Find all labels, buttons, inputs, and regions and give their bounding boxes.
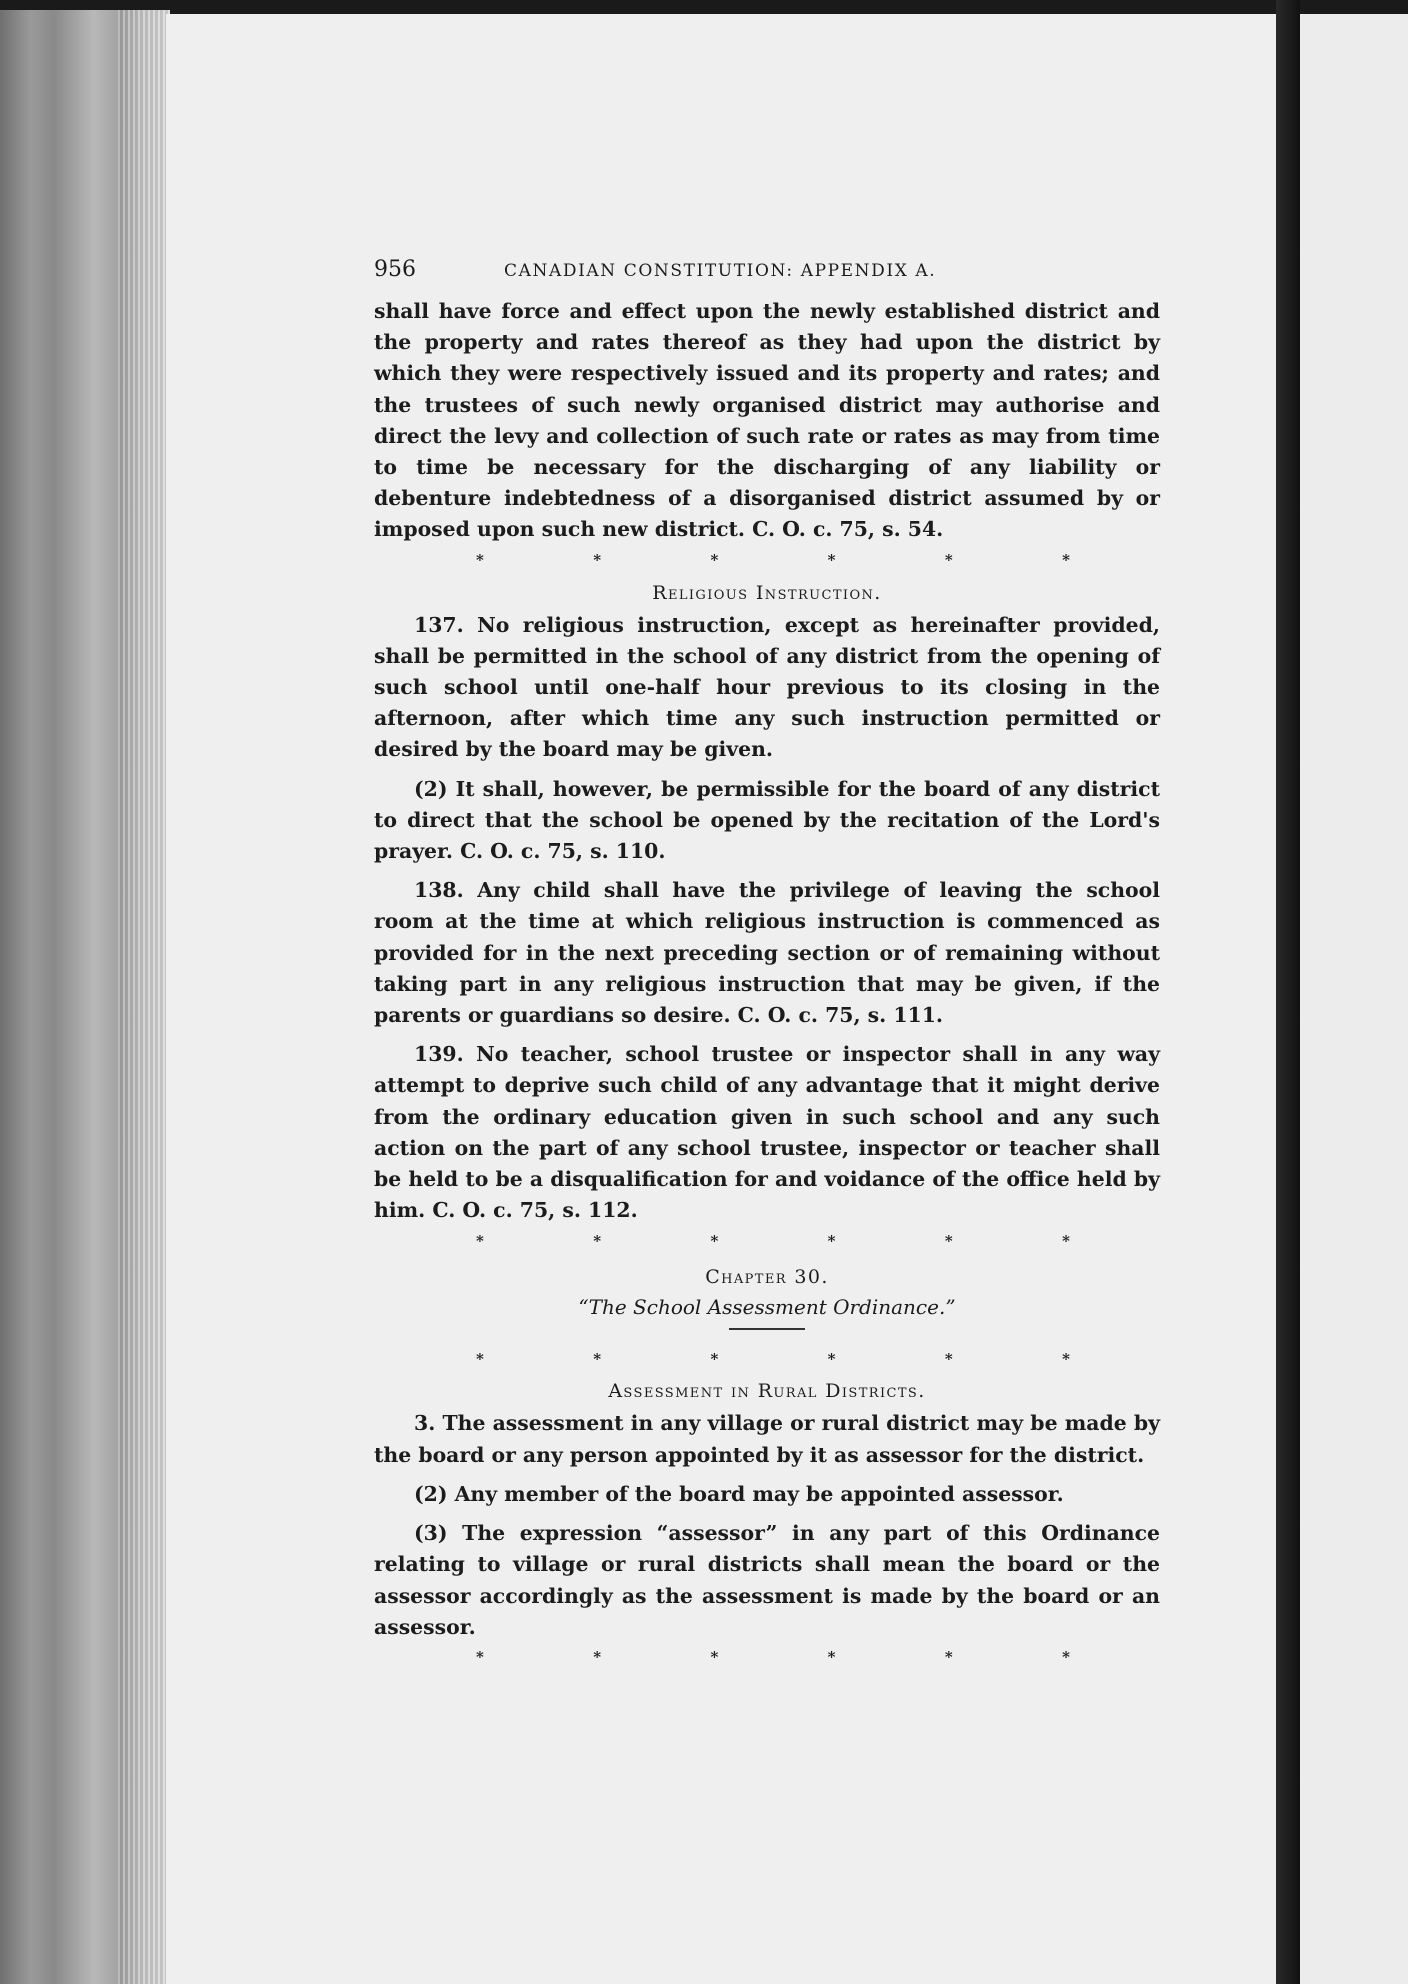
running-head-title: CANADIAN CONSTITUTION: APPENDIX A.: [504, 261, 937, 281]
separator-star: *: [710, 1231, 719, 1250]
separator-star: *: [827, 551, 836, 570]
separator-star: *: [827, 1648, 836, 1667]
separator-star: *: [593, 1231, 602, 1250]
separator-star: *: [1062, 1349, 1070, 1368]
page-number: 956: [374, 257, 416, 282]
separator-star: *: [944, 1349, 953, 1368]
separator-star: *: [476, 1648, 484, 1667]
separator-star: *: [944, 551, 953, 570]
separator-star: *: [827, 1349, 836, 1368]
section-3: 3. The assessment in any village or rural district may be made by the board or any person appointed by it as assessor for the district.: [374, 1411, 1160, 1467]
separator-star: *: [827, 1231, 836, 1250]
page-text-block: [374, 254, 1160, 1673]
section-separator: [374, 1226, 1160, 1256]
section-separator: [374, 546, 1160, 576]
separator-star: *: [1062, 1231, 1070, 1250]
section-139: 139. No teacher, school trustee or inspector shall in any way attempt to deprive such child of any advantage that it might derive from the ordinary education given in such school and any such action on the part of any school trustee, inspector or teacher shall be held to be a disqualification for and voidance of the office held by him. C. O. c. 75, s. 112.: [374, 1042, 1160, 1223]
section-separator: [374, 1344, 1160, 1374]
separator-star: *: [476, 1231, 484, 1250]
section-137: 137. No religious instruction, except as hereinafter provided, shall be permitted in the school of any district from the opening of such school until one-half hour previous to its closing in the afternoon, after which time any such instruction permitted or desired by the board may be given.: [374, 612, 1160, 762]
running-head: [374, 254, 1160, 290]
section-3-subsection-2: (2) Any member of the board may be appointed assessor.: [414, 1481, 1064, 1506]
ordinance-title: “The School Assessment Ordinance.”: [578, 1295, 956, 1320]
separator-star: *: [710, 1349, 719, 1368]
facing-page-edge: [1300, 14, 1408, 1984]
separator-star: *: [476, 1349, 484, 1368]
chapter-heading: Chapter 30.: [705, 1266, 829, 1289]
separator-star: *: [593, 551, 602, 570]
separator-star: *: [1062, 1648, 1070, 1667]
book-gutter: [1276, 0, 1300, 1984]
title-rule: [729, 1328, 805, 1330]
separator-star: *: [944, 1231, 953, 1250]
page-edge-lines: [118, 10, 170, 1984]
section-heading-assessment-rural: Assessment in Rural Districts.: [608, 1380, 926, 1403]
separator-star: *: [593, 1349, 602, 1368]
section-137-subsection-2: (2) It shall, however, be permissible for the board of any district to direct that the school be opened by the recitation of the Lord's prayer. C. O. c. 75, s. 110.: [374, 776, 1160, 864]
paragraph-continued: shall have force and effect upon the newly established district and the property and rates thereof as they had upon the district by which they were respectively issued and its property and rates; and the trustees of such newly organised district may authorise and direct the levy and collection of such rate or rates as may from time to time be necessary for the discharging of any liability or debenture indebtedness of a disorganised district assumed by or imposed upon such new district. C. O. c. 75, s. 54.: [374, 299, 1160, 542]
section-3-subsection-3: (3) The expression “assessor” in any part of this Ordinance relating to village or rural districts shall mean the board or the assessor accordingly as the assessment is made by the board or an assessor.: [374, 1521, 1160, 1639]
section-heading-religious-instruction: Religious Instruction.: [652, 581, 882, 604]
separator-star: *: [710, 1648, 719, 1667]
separator-star: *: [476, 551, 484, 570]
separator-star: *: [1062, 551, 1070, 570]
separator-star: *: [944, 1648, 953, 1667]
separator-star: *: [710, 551, 719, 570]
separator-star: *: [593, 1648, 602, 1667]
section-138: 138. Any child shall have the privilege of leaving the school room at the time at which religious instruction is commenced as provided for in the next preceding section or of remaining without taking part in any religious instruction that may be given, if the parents or guardians so desire. C. O. c. 75, s. 111.: [374, 878, 1160, 1028]
section-separator: [374, 1643, 1160, 1673]
